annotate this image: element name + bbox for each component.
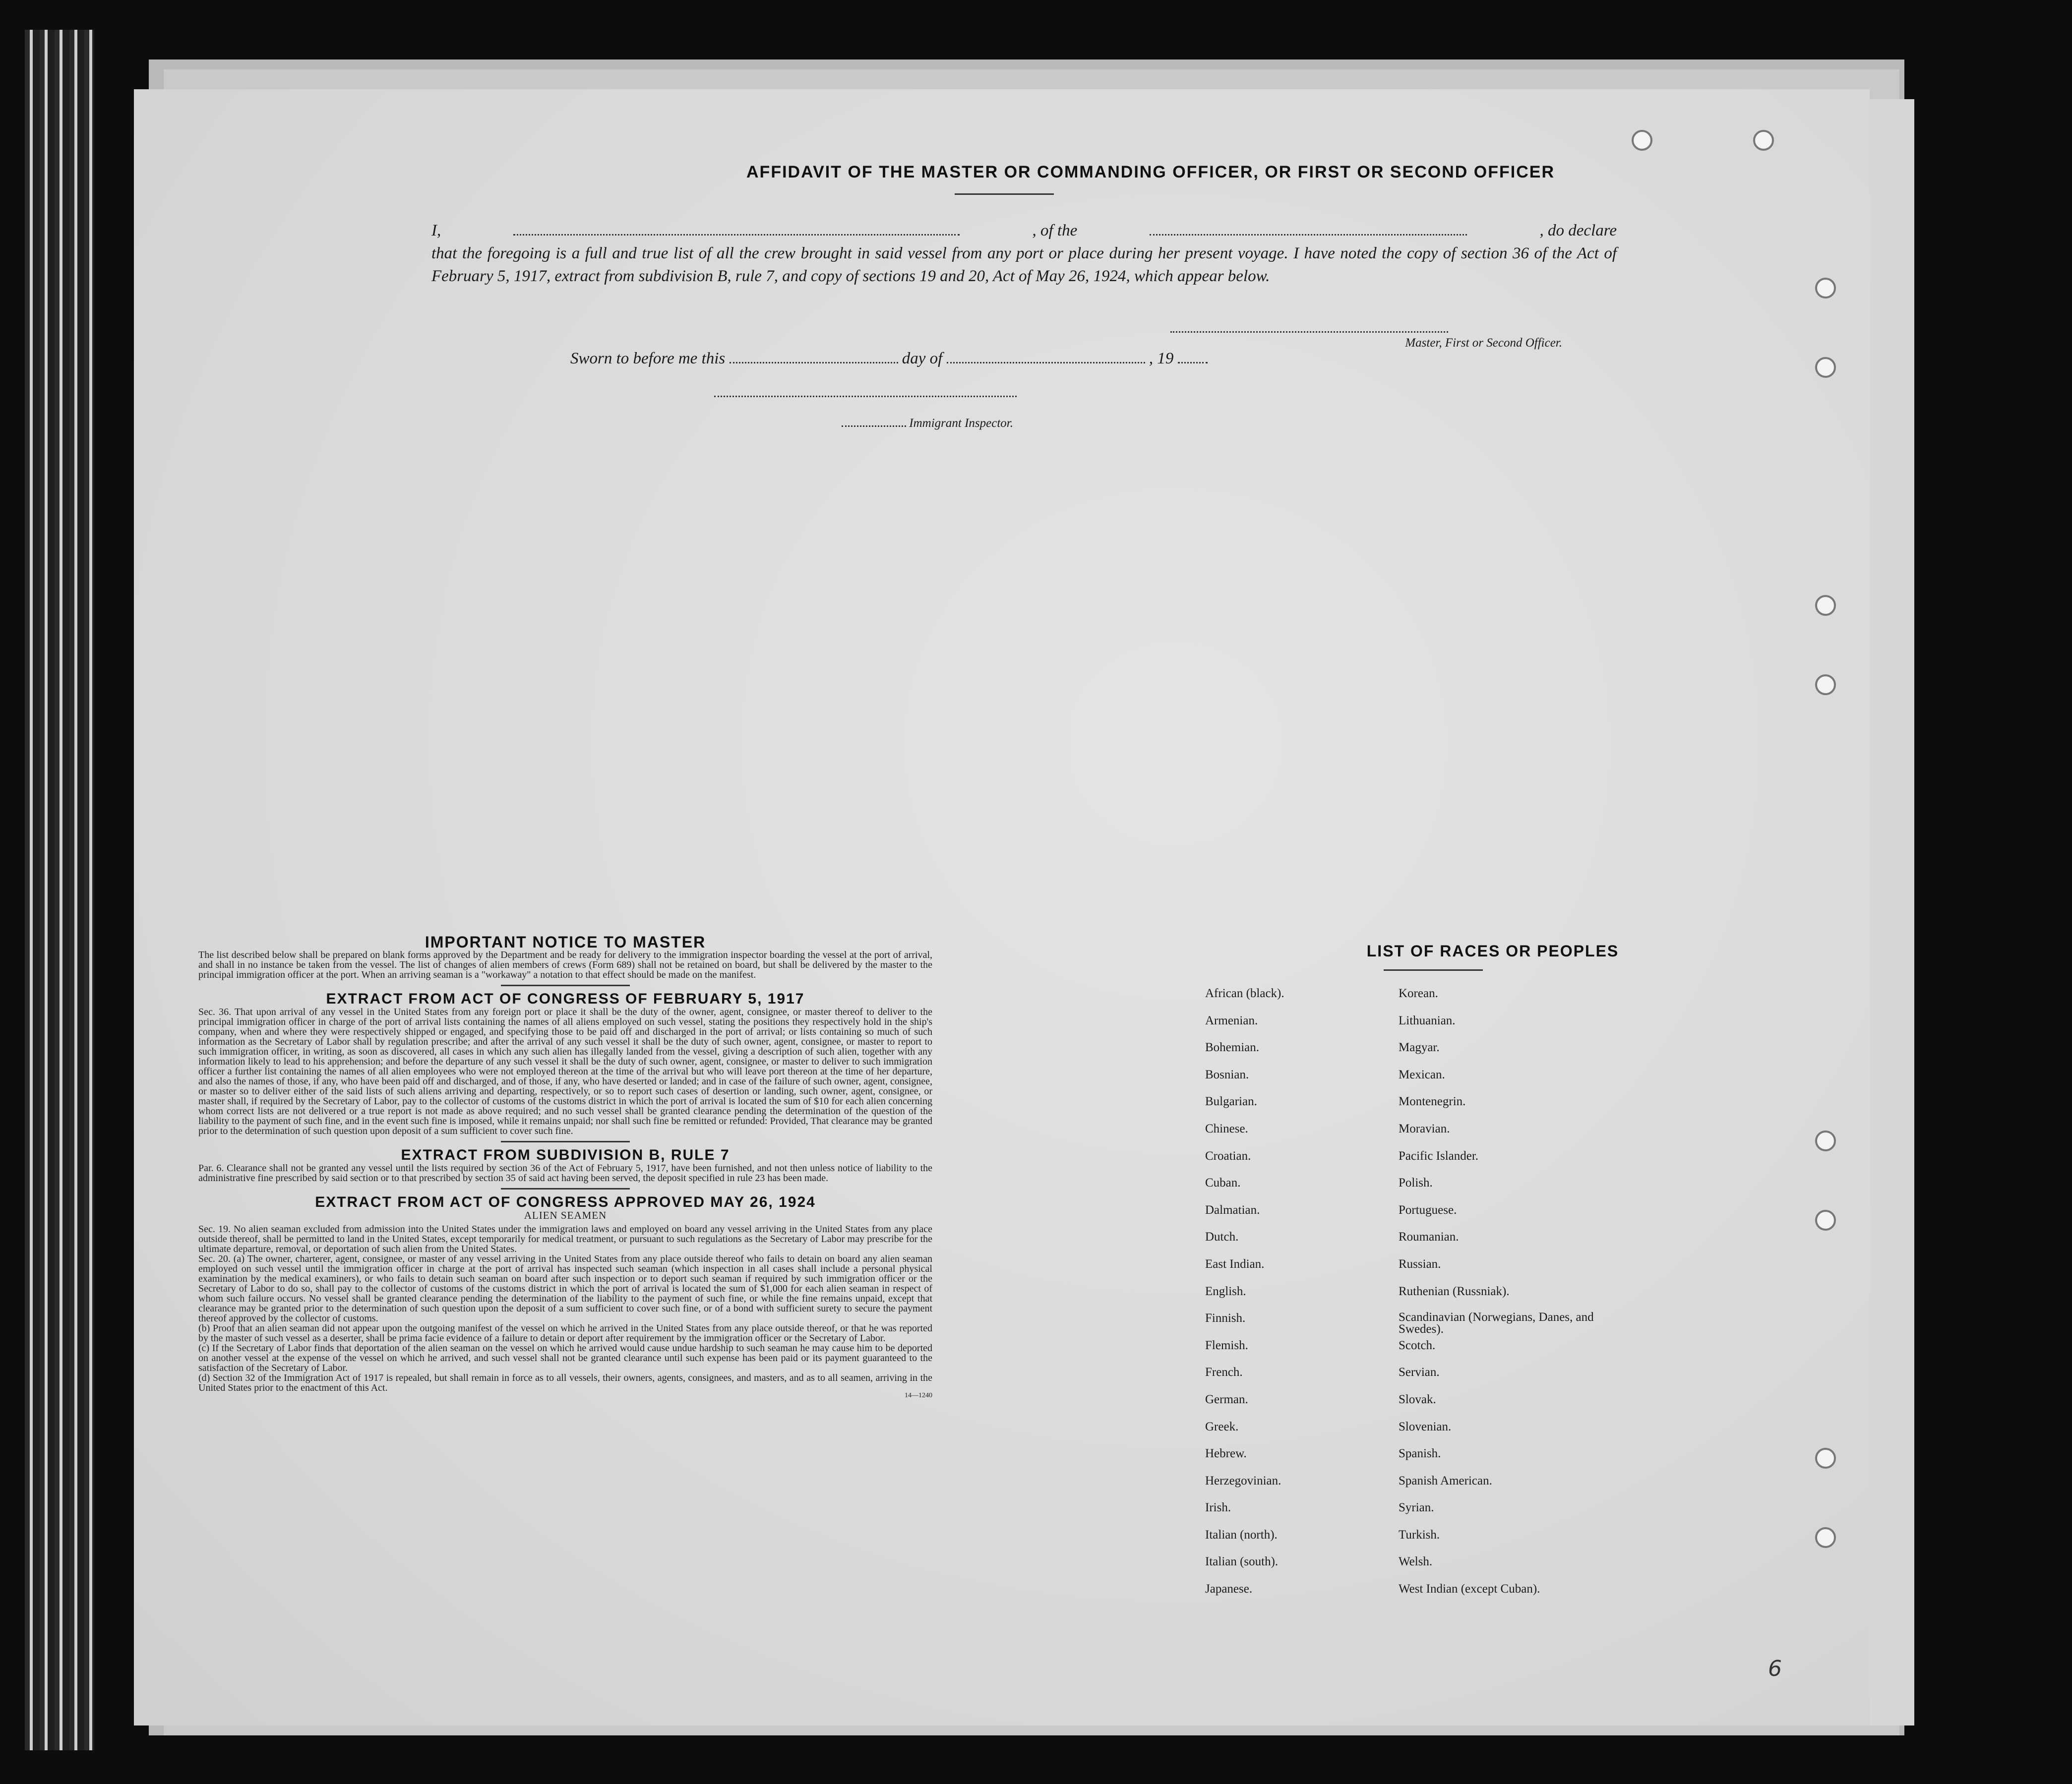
race-entry: Portuguese. [1399,1203,1457,1217]
notice-title: IMPORTANT NOTICE TO MASTER [425,933,706,951]
race-entry: French. [1205,1366,1243,1379]
punch-hole [1815,357,1836,378]
year-blank [1178,361,1208,363]
punch-hole [1753,130,1774,151]
punch-hole [1632,130,1652,151]
section-divider [501,985,630,986]
race-entry: East Indian. [1205,1257,1265,1271]
race-entry: Roumanian. [1399,1230,1459,1244]
notice-text: The list described below shall be prepared on blank forms approved by the Department and be ready for delivery to the immigration inspector boarding the vessel at the port of arrival, and shall in no instance be taken from the vessel. The list of changes of alien members of crews (Form 689) shall not be retained on board, but shall be delivered by the master to the principal immigration officer at the port. When an arriving seaman is a "workaway" a notation to that effect should be made on the manifest. [198,950,932,980]
race-entry: English. [1205,1284,1246,1298]
race-entry: Scotch. [1399,1338,1436,1352]
race-entry: Servian. [1399,1366,1440,1379]
race-entry: Russian. [1399,1257,1441,1271]
affidavit-body [431,219,1617,288]
inspector-signature-label [714,416,1141,430]
extract-1924-paragraph: Sec. 20. (a) The owner, charterer, agent, consignee, or master of any vessel arriving in the United States from any place outside thereof who fails to detain on board any alien seaman employed on such vessel until the immigration officer in charge at the port of arrival has inspected such seaman (which inspection in all cases shall include a personal physical examination by the medical examiners), or who fails to detain such seaman on board after such inspection or to deport such seaman if required by such immigration officer or the Secretary of Labor to do so, shall pay to the collector of customs of the customs district in which the port of arrival is located the sum of $1,000 for each alien seaman in respect of whom such failure occurs. No vessel shall be granted clearance pending the determination of the liability to the payment of such fine, or while the fine remains unpaid, except that clearance may be granted prior to the determination of such question upon the deposit of a sum sufficient to cover such fine, or of a bond with sufficient surety to secure the payment thereof approved by the collector of customs. [198,1253,932,1324]
extract-1924-paragraph: (d) Section 32 of the Immigration Act of 1917 is repealed, but shall remain in force as to all vessels, their owners, agents, consignees, and masters, and as to all seamen, arriving in the United States prior to the enactment of this Act. [198,1372,932,1393]
legal-notices-column [198,933,932,1401]
race-entry: Bosnian. [1205,1068,1249,1081]
month-blank [947,361,1145,363]
race-entry: Magyar. [1399,1041,1440,1055]
race-entry: Bulgarian. [1205,1095,1257,1109]
races-title-divider [1384,969,1483,971]
punch-hole [1815,1448,1836,1469]
punch-hole [1815,674,1836,695]
races-list-title: LIST OF RACES OR PEOPLES [1366,942,1619,960]
race-entry: Slovenian. [1399,1420,1452,1433]
master-signature-label: Master, First or Second Officer. [1405,336,1562,350]
punch-hole [1815,595,1836,616]
extract-rule7-text: Par. 6. Clearance shall not be granted any vessel until the lists required by section 36 of the Act of February 5, 1917, have been furnished, and not then unless notice of liability to the administrative fine prescribed by said section or to that prescribed by section 35 of said act having been served, the deposit specified in rule 23 has been made. [198,1163,932,1184]
race-entry: Chinese. [1205,1122,1248,1135]
sworn-line [570,350,1208,368]
inspector-blank [842,425,906,427]
punch-hole [1815,1130,1836,1151]
extract-1917-title: EXTRACT FROM ACT OF CONGRESS OF FEBRUARY 5, 1917 [326,991,805,1007]
handwritten-page-number: 6 [1768,1656,1782,1681]
inspector-label-text: Immigrant Inspector. [909,416,1013,430]
race-entry: Montenegrin. [1399,1095,1466,1109]
race-entry: Irish. [1205,1501,1231,1515]
affidavit-line-start: I, [431,222,441,239]
races-list [1205,987,1632,1609]
affidavit-declaration-line [431,219,1617,242]
race-entry: Syrian. [1399,1501,1434,1515]
title-divider [955,193,1054,195]
document-page [134,89,1870,1725]
race-entry: Mexican. [1399,1068,1445,1081]
race-entry: Herzegovinian. [1205,1474,1281,1487]
form-number: 14—1240 [905,1392,932,1399]
race-entry: Finnish. [1205,1311,1246,1325]
race-entry: Italian (south). [1205,1555,1279,1569]
section-divider [501,1141,630,1142]
affidavit-line-end: , do declare [1539,222,1617,239]
extract-1917-text: Sec. 36. That upon arrival of any vessel in the United States from any foreign port or place it shall be the duty of the owner, agent, consignee, or master thereof to deliver to the principal immigration officer in charge of the port of arrival lists containing the names of all aliens employed on such vessel, stating the positions they respectively hold in the ship's company, when and where they were respectively shipped or engaged, and specifying those to be paid off and discharged in the port of arrival; or lists containing so much of such information as the Secretary of Labor shall by regulation prescribe; and after the arrival of any such vessel it shall be the duty of such owner, agent, consignee, or master to report to such immigration officer, in writing, as soon as discovered, all cases in which any such alien has illegally landed from the vessel, giving a description of such alien, together with any information likely to lead to his apprehension; and before the departure of any such vessel it shall be the duty of such owner, agent, consignee, or master to deliver to such immigration officer a further list containing the names of all alien employees who were not employed thereon at the time of the arrival but who will leave port thereon at the time of her departure, and also the names of those, if any, who have been paid off and discharged, and of those, if any, who have deserted or landed; and in case of the failure of such owner, agent, consignee, or master so to deliver either of the said lists of such aliens arriving and departing, respectively, or so to report such cases of desertion or landing, such owner, agent, consignee, or master shall, if required by the Secretary of Labor, pay to the collector of customs of the customs district in which the port of arrival is located the sum of $10 for each alien concerning whom correct lists are not delivered or a true report is not made as above required; and no such vessel shall be granted clearance pending the determination of the question of the liability to the payment of such fine, and in the event such fine is imposed, while it remains unpaid; nor shall such fine be remitted or refunded: Provided, That clearance may be granted prior to the determination of such question upon deposit of a sum sufficient to cover such fine. [198,1007,932,1136]
affidavit-statement: that the foregoing is a full and true list of all the crew brought in said vessel from any port or place during her present voyage. I have noted the copy of section 36 of the Act of February 5, 1917, extract from subdivision B, rule 7, and copy of sections 19 and 20, Act of May 26, 1924, which appear below. [431,244,1617,285]
punch-hole [1815,1210,1836,1231]
sworn-end: , 19 [1149,350,1174,367]
race-entry: Bohemian. [1205,1041,1260,1055]
race-entry: Korean. [1399,987,1438,1000]
race-entry: Armenian. [1205,1013,1258,1027]
extract-1924-paragraph: (b) Proof that an alien seaman did not appear upon the outgoing manifest of the vessel on which he arrived in the United States from any place outside thereof, or that he was reported by the master of such vessel as a deserter, shall be prima facie evidence of a failure to detain or deport after requirement by the immigration officer or the Secretary of Labor. [198,1323,932,1344]
extract-rule7-title: EXTRACT FROM SUBDIVISION B, RULE 7 [401,1147,730,1163]
race-entry: German. [1205,1392,1248,1406]
race-entry: Spanish. [1399,1447,1441,1461]
punch-hole [1815,1527,1836,1548]
race-entry: Moravian. [1399,1122,1450,1135]
extract-1924-title: EXTRACT FROM ACT OF CONGRESS APPROVED MAY 26, 1924 [315,1194,816,1210]
race-entry: Dalmatian. [1205,1203,1260,1217]
sworn-mid: day of [902,350,943,367]
race-entry: Pacific Islander. [1399,1149,1479,1163]
race-entry: Ruthenian (Russniak). [1399,1284,1510,1298]
race-entry: Scandinavian (Norwegians, Danes, and Swedes). [1399,1310,1594,1336]
race-entry: Hebrew. [1205,1447,1247,1461]
race-entry: Croatian. [1205,1149,1251,1163]
punch-hole [1815,278,1836,298]
race-entry: Turkish. [1399,1528,1440,1542]
race-entry: Cuban. [1205,1176,1241,1190]
inspector-signature-line [714,396,1017,397]
race-entry: Flemish. [1205,1338,1248,1352]
affidavit-line-mid: , of the [1032,222,1078,239]
day-blank [730,361,898,363]
race-entry: Italian (north). [1205,1528,1278,1542]
master-signature-line [1170,331,1448,333]
sworn-start: Sworn to before me this [570,350,726,367]
extract-1924-paragraph: Sec. 19. No alien seaman excluded from admission into the United States under the immigration laws and employed on board any vessel arriving in the United States from any place outside thereof, shall be permitted to land in the United States, except temporarily for medical treatment, or pursuant to such regulations as the Secretary of Labor may prescribe for the ultimate departure, removal, or deportation of such alien from the United States. [198,1224,932,1254]
race-entry: Greek. [1205,1420,1239,1433]
race-entry: Japanese. [1205,1582,1253,1596]
race-entry: Welsh. [1399,1555,1433,1569]
race-entry: Spanish American. [1399,1474,1492,1487]
race-entry: West Indian (except Cuban). [1399,1582,1540,1596]
race-entry: Dutch. [1205,1230,1239,1244]
extract-1924-subtitle: ALIEN SEAMEN [524,1209,607,1221]
vessel-blank [1150,234,1467,236]
race-entry: Polish. [1399,1176,1433,1190]
binder-edge [25,30,94,1750]
race-entry: Slovak. [1399,1392,1436,1406]
race-entry: African (black). [1205,987,1284,1000]
affidavit-title: AFFIDAVIT OF THE MASTER OR COMMANDING OFFICER, OR FIRST OR SECOND OFFICER [746,163,1555,181]
extract-1924-paragraph: (c) If the Secretary of Labor finds that deportation of the alien seaman on the vessel on which he arrived would cause undue hardship to such seaman he may cause him to be deported on another vessel at the expense of the vessel on which he arrived, and such vessel shall not be granted clearance until such expense has been paid or its payment guaranteed to the satisfaction of the Secretary of Labor. [198,1343,932,1373]
race-entry: Lithuanian. [1399,1013,1456,1027]
section-divider [501,1188,630,1189]
name-blank [513,234,960,236]
